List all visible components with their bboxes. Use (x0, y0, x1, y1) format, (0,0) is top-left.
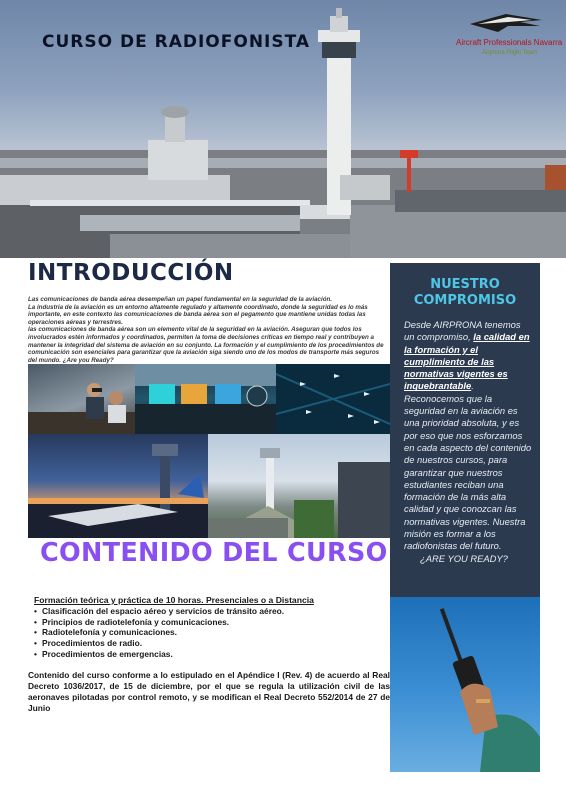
intro-paragraph: las comunicaciones de banda aérea son un elemento vital de la seguridad en la aviación. Aseguran que todos los involucrados estén informados y coordinados, permiten la toma de decisiones críticas en tiempo real y contribuyen a mantener la integridad del sistema de aviación en su conjunto. La formación y el cumplimiento de los procedimientos de comunicación son esenciales para garantizar que la aviación siga siendo uno de los modos de transporte más seguros del mundo. ¿Are you Ready? (28, 326, 384, 364)
commitment-emphasis: la calidad en la formación y el cumplimiento de las normativas vigentes es inquebrantable (404, 331, 530, 392)
radar-screen-photo (276, 364, 390, 434)
intro-paragraph: Las comunicaciones de banda aérea desempeñan un papel fundamental en la seguridad de la aviación. (28, 296, 332, 303)
intro-paragraph: La industria de la aviación es un entorno altamente regulado y altamente coordinado, donde la seguridad es lo más importante, en este contexto las comunicaciones de banda aérea son el pegamento que mantiene unidas todas las operaciones aéreas y terrestres. (28, 303, 368, 326)
list-item: • Principios de radiotelefonía y comunicaciones. (34, 617, 384, 628)
controllers-photo (28, 364, 135, 434)
brand-wings-logo (468, 12, 544, 34)
commitment-title: NUESTRO COMPROMISO (413, 277, 517, 308)
hero-banner (0, 0, 566, 258)
commitment-body: . Reconocemos que la seguridad en la aviación es una prioridad absoluta, y es por eso que nos esforzamos en cada aspecto del contenido de nuestros cursos, para garantizar que nuestros estudiantes reciban una formación de la más alta calidad y que conozcan las normativas vigentes. Nuestra misión es formar a los radiofonistas del futuro. (404, 380, 532, 552)
course-title: CONTENIDO DEL CURSO (40, 538, 388, 568)
commitment-text (404, 319, 532, 565)
list-item: • Clasificación del espacio aéreo y servicios de tránsito aéreo. (34, 606, 384, 617)
commitment-panel (390, 263, 540, 597)
list-item: • Radiotelefonía y comunicaciones. (34, 627, 384, 638)
commitment-cta: ¿ARE YOU READY? (420, 552, 508, 564)
cockpit-photo (135, 364, 276, 434)
hero-title: CURSO DE RADIOFONISTA (42, 32, 311, 52)
commitment-lead: Desde AIRPRONA tenemos un compromiso, (404, 319, 521, 343)
course-topic-list (34, 606, 384, 660)
brand-tagline: Airprona Flight Team (482, 50, 538, 56)
course-heading: Formación teórica y práctica de 10 horas. Presenciales o a Distancia (34, 595, 314, 605)
brand-name: Aircraft Professionals Navarra (456, 38, 563, 47)
handheld-radio-photo (390, 597, 540, 772)
airport-terminal-photo (208, 434, 390, 538)
tower-night-photo (28, 434, 208, 538)
list-item: • Procedimientos de radio. (34, 638, 384, 649)
list-item: • Procedimientos de emergencias. (34, 649, 384, 660)
intro-text (28, 296, 388, 364)
intro-title: INTRODUCCIÓN (28, 260, 234, 286)
legal-note: Contenido del curso conforme a lo estipulado en el Apéndice I (Rev. 4) de acuerdo al Real Decreto 1036/2017, de 15 de diciembre, por el que se regula la utilización civil de las aeronaves pilotadas por control remoto, y se modifican el Real Decreto 552/2014 de 27 de Junio (28, 670, 390, 713)
